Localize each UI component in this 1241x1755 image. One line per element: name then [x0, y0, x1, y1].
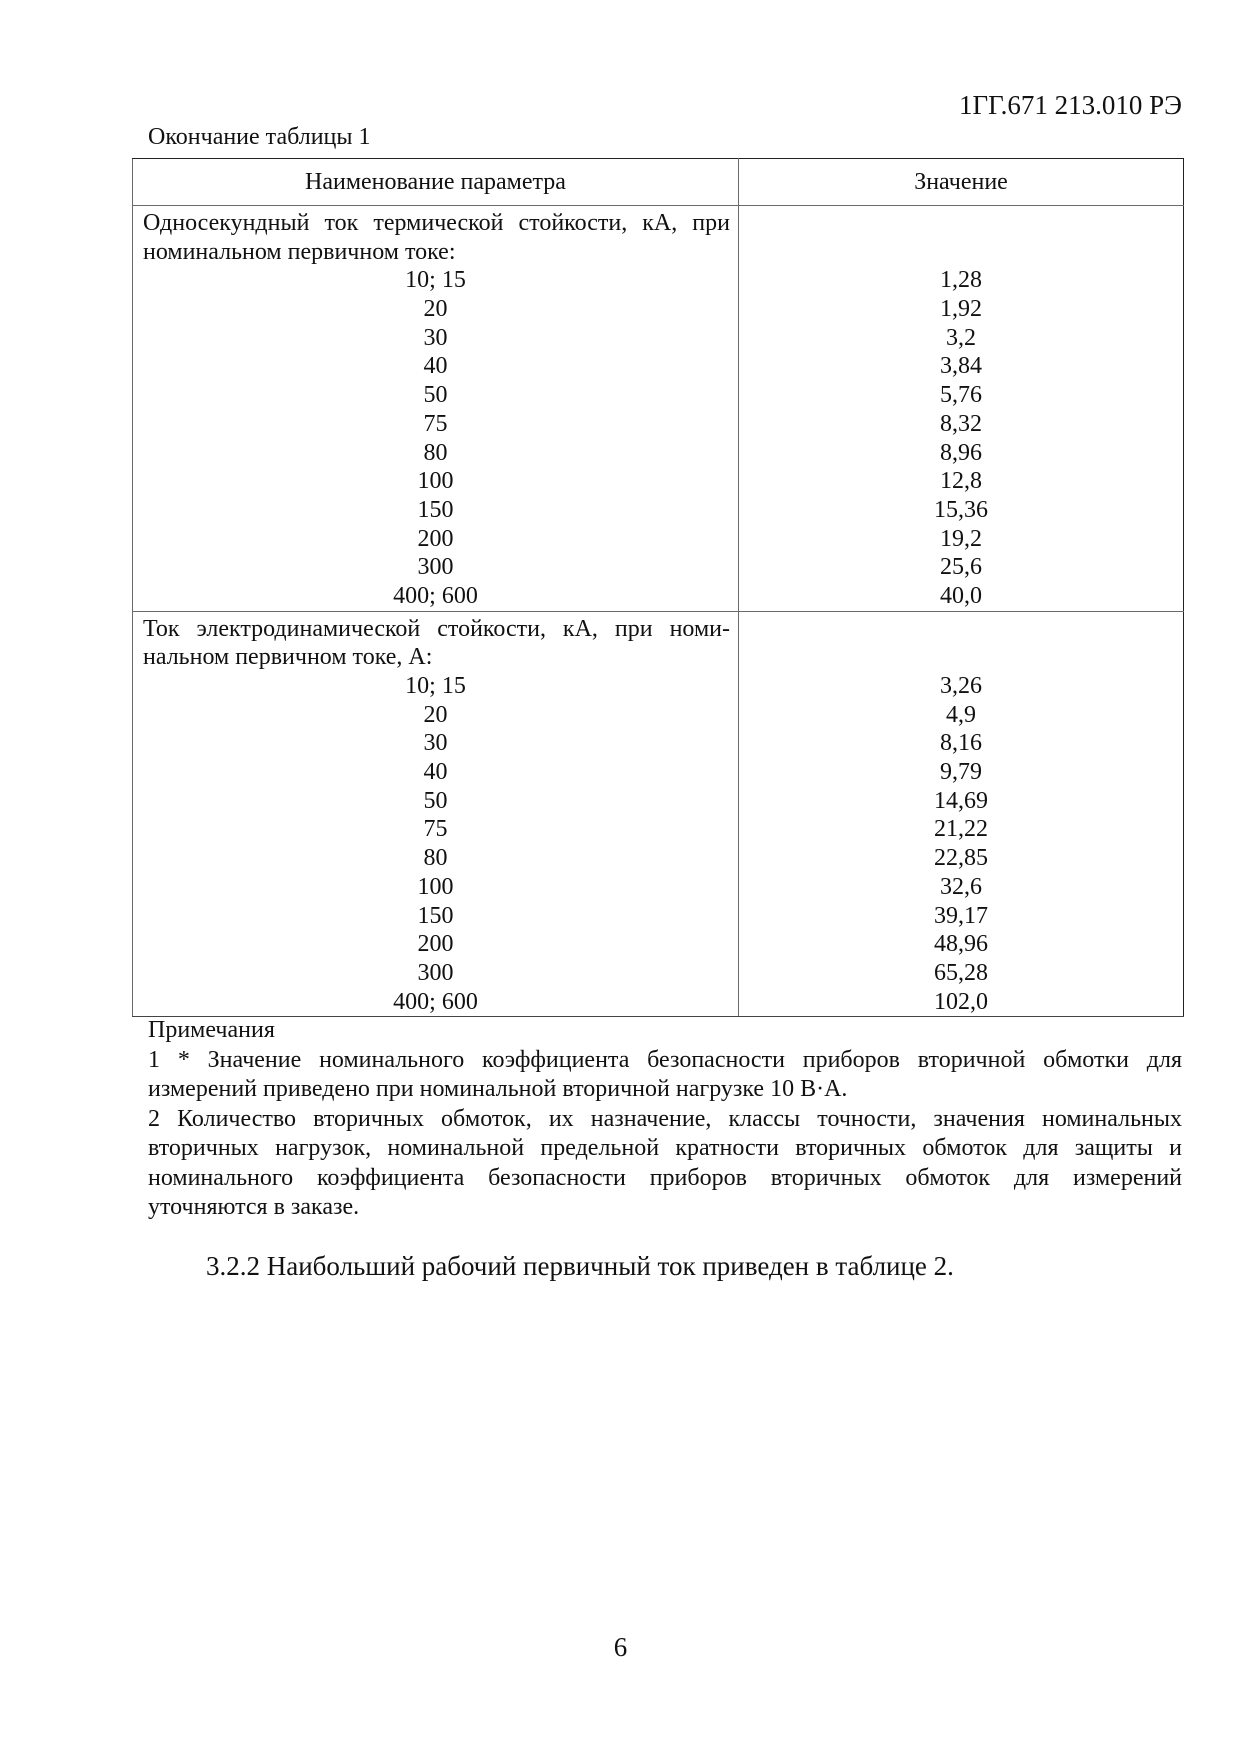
document-code: 1ГГ.671 213.010 РЭ [958, 90, 1182, 120]
group-title-line: Ток электродинамической стойкости, кА, при номи- [143, 615, 730, 642]
value-label: 3,84 [940, 353, 982, 380]
value-label: 40,0 [940, 582, 982, 609]
table-header-row [133, 159, 1184, 206]
value-label: 102,0 [934, 988, 988, 1015]
table-caption: Окончание таблицы 1 [148, 124, 371, 150]
value-label: 8,16 [940, 730, 982, 757]
current-label: 30 [423, 730, 448, 757]
parameters-table [132, 158, 1184, 1017]
group-title [133, 615, 738, 672]
notes-heading: Примечания [148, 1017, 275, 1043]
current-label: 40 [423, 759, 448, 786]
current-label: 400; 600 [393, 582, 478, 609]
value-label: 32,6 [940, 873, 982, 900]
note-1-line: измерений приведено при номинальной вторичной нагрузке 10 В·А. [148, 1076, 848, 1102]
table-group-electrodynamic [133, 611, 1184, 1017]
current-label: 100 [417, 468, 454, 495]
note-2-line: 2 Количество вторичных обмоток, их назначение, классы точности, значения номинальных [148, 1105, 1182, 1132]
current-label: 100 [417, 873, 454, 900]
current-label: 400; 600 [393, 988, 478, 1015]
current-label: 200 [417, 525, 454, 552]
spacer [739, 238, 1183, 267]
value-label: 39,17 [934, 902, 988, 929]
group-title [133, 209, 738, 266]
note-2-line: номинального коэффициента безопасности приборов вторичных обмоток для измерений [148, 1164, 1182, 1191]
column-header-parameter: Наименование параметра [133, 159, 739, 206]
note-2-line: вторичных нагрузок, номинальной предельной кратности вторичных обмоток для защиты и [148, 1135, 1182, 1161]
current-label: 20 [423, 701, 448, 728]
column-header-value: Значение [739, 159, 1184, 206]
note-1-line: 1 * Значение номинального коэффициента безопасности приборов вторичной обмотки для [148, 1046, 1182, 1073]
value-label: 3,2 [946, 324, 976, 351]
table-notes [148, 1016, 1182, 1223]
current-label: 150 [417, 902, 454, 929]
group-title-line: нальном первичном токе, А: [143, 644, 433, 671]
value-label: 14,69 [934, 787, 988, 814]
page-number: 6 [613, 1632, 628, 1662]
group-title-line: номинальном первичном токе: [143, 238, 456, 265]
current-label: 30 [423, 324, 448, 351]
section-paragraph-3-2-2: 3.2.2 Наибольший рабочий первичный ток приведен в таблице 2. [206, 1251, 954, 1281]
value-label: 1,92 [940, 296, 982, 323]
current-label: 300 [417, 959, 454, 986]
current-label: 10; 15 [405, 673, 466, 699]
value-label: 22,85 [934, 845, 988, 872]
value-label: 9,79 [940, 759, 982, 786]
note-2-line: уточняются в заказе. [148, 1194, 360, 1220]
value-label: 5,76 [940, 382, 982, 409]
value-label: 4,9 [946, 701, 976, 728]
spacer [739, 209, 1183, 238]
group-title-line: Односекундный ток термической стойкости, кА, при [143, 210, 730, 236]
value-label: 19,2 [940, 525, 982, 552]
current-label: 80 [423, 439, 448, 466]
parameter-cell [133, 611, 739, 1017]
spacer [739, 615, 1183, 644]
value-label: 1,28 [940, 267, 982, 294]
current-label: 20 [423, 296, 448, 323]
current-label: 200 [417, 931, 454, 958]
current-label: 80 [423, 845, 448, 872]
table-group-thermal [133, 206, 1184, 612]
current-label: 50 [423, 787, 448, 814]
current-label: 300 [417, 554, 454, 581]
value-label: 65,28 [934, 959, 988, 986]
current-label: 10; 15 [405, 267, 466, 294]
value-label: 15,36 [934, 496, 988, 523]
value-cell [739, 611, 1184, 1017]
spacer [739, 643, 1183, 672]
value-cell [739, 206, 1184, 612]
current-label: 150 [417, 496, 454, 523]
value-label: 25,6 [940, 554, 982, 581]
current-label: 40 [423, 353, 448, 380]
value-label: 12,8 [940, 468, 982, 495]
value-label: 21,22 [934, 816, 988, 843]
value-label: 3,26 [940, 673, 982, 699]
current-label: 75 [423, 410, 448, 437]
current-label: 75 [423, 816, 448, 843]
value-label: 8,96 [940, 439, 982, 466]
value-label: 8,32 [940, 410, 982, 437]
value-label: 48,96 [934, 931, 988, 958]
current-label: 50 [423, 382, 448, 409]
parameter-cell [133, 206, 739, 612]
